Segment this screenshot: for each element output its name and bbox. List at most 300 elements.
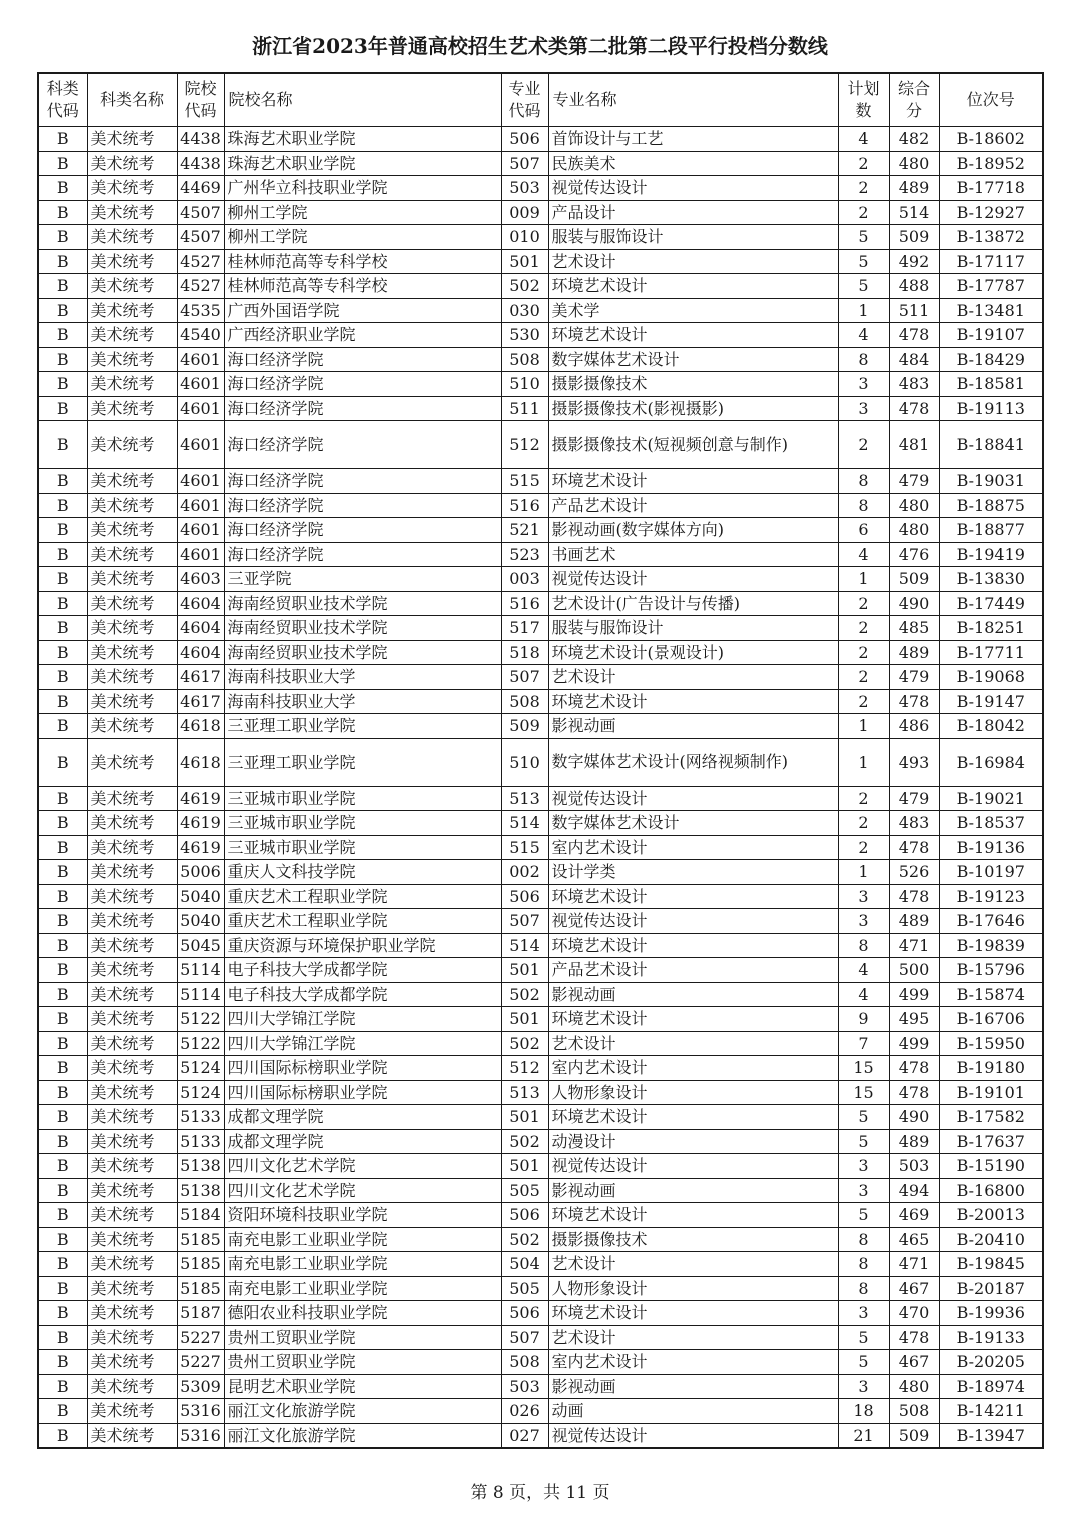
cell-rank: B-16706	[939, 1007, 1043, 1032]
table-row	[38, 933, 1043, 958]
cell-school-name: 南充电影工业职业学院	[224, 1276, 501, 1301]
table-row	[38, 1350, 1043, 1375]
table-row	[38, 396, 1043, 421]
cell-major-code: 523	[501, 542, 548, 567]
cell-school-code: 5040	[177, 909, 224, 934]
cell-category-code: B	[38, 176, 87, 201]
cell-major-code: 506	[501, 127, 548, 152]
cell-category-code: B	[38, 1227, 87, 1252]
cell-school-name: 广西经济职业学院	[224, 323, 501, 348]
cell-major-code: 508	[501, 347, 548, 372]
cell-category-name: 美术统考	[87, 811, 177, 836]
cell-major-code: 512	[501, 421, 548, 469]
table-row	[38, 1203, 1043, 1228]
table-row	[38, 542, 1043, 567]
cell-major-name: 影视动画	[548, 714, 838, 739]
cell-rank: B-17637	[939, 1129, 1043, 1154]
cell-school-code: 5124	[177, 1056, 224, 1081]
cell-school-name: 德阳农业科技职业学院	[224, 1301, 501, 1326]
cell-major-name: 摄影摄像技术(短视频创意与制作)	[548, 421, 838, 469]
cell-major-code: 515	[501, 469, 548, 494]
cell-score: 478	[889, 884, 939, 909]
cell-category-name: 美术统考	[87, 1203, 177, 1228]
table-row	[38, 493, 1043, 518]
cell-category-code: B	[38, 1325, 87, 1350]
cell-category-name: 美术统考	[87, 274, 177, 299]
cell-school-name: 南充电影工业职业学院	[224, 1252, 501, 1277]
cell-major-name: 摄影摄像技术(影视摄影)	[548, 396, 838, 421]
table-row	[38, 1301, 1043, 1326]
cell-category-name: 美术统考	[87, 127, 177, 152]
table-row	[38, 347, 1043, 372]
cell-category-name: 美术统考	[87, 298, 177, 323]
cell-major-code: 505	[501, 1276, 548, 1301]
table-row	[38, 1056, 1043, 1081]
cell-major-code: 509	[501, 714, 548, 739]
cell-category-code: B	[38, 200, 87, 225]
cell-school-name: 三亚理工职业学院	[224, 714, 501, 739]
cell-category-name: 美术统考	[87, 1374, 177, 1399]
cell-major-name: 艺术设计	[548, 249, 838, 274]
cell-score: 509	[889, 567, 939, 592]
cell-rank: B-19936	[939, 1301, 1043, 1326]
cell-school-name: 海南科技职业大学	[224, 665, 501, 690]
cell-major-code: 506	[501, 1301, 548, 1326]
cell-rank: B-15796	[939, 958, 1043, 983]
cell-plan-count: 5	[838, 274, 889, 299]
cell-major-code: 505	[501, 1178, 548, 1203]
cell-school-code: 4619	[177, 786, 224, 811]
cell-plan-count: 5	[838, 1203, 889, 1228]
cell-major-name: 环境艺术设计	[548, 274, 838, 299]
cell-category-name: 美术统考	[87, 1325, 177, 1350]
cell-category-code: B	[38, 1129, 87, 1154]
table-row	[38, 689, 1043, 714]
cell-school-name: 电子科技大学成都学院	[224, 958, 501, 983]
cell-plan-count: 8	[838, 1276, 889, 1301]
cell-rank: B-19147	[939, 689, 1043, 714]
table-row	[38, 323, 1043, 348]
cell-category-code: B	[38, 469, 87, 494]
table-row	[38, 909, 1043, 934]
cell-score: 480	[889, 1374, 939, 1399]
cell-category-name: 美术统考	[87, 372, 177, 397]
cell-school-code: 5006	[177, 860, 224, 885]
cell-school-code: 5045	[177, 933, 224, 958]
cell-plan-count: 5	[838, 249, 889, 274]
cell-major-name: 艺术设计	[548, 1325, 838, 1350]
cell-major-code: 502	[501, 982, 548, 1007]
cell-category-name: 美术统考	[87, 396, 177, 421]
cell-category-code: B	[38, 1031, 87, 1056]
table-row	[38, 421, 1043, 469]
cell-major-name: 产品艺术设计	[548, 958, 838, 983]
cell-major-code: 510	[501, 738, 548, 786]
cell-score: 478	[889, 1080, 939, 1105]
cell-plan-count: 8	[838, 1252, 889, 1277]
cell-category-code: B	[38, 151, 87, 176]
cell-rank: B-16800	[939, 1178, 1043, 1203]
cell-category-code: B	[38, 1301, 87, 1326]
cell-major-code: 507	[501, 151, 548, 176]
cell-score: 476	[889, 542, 939, 567]
cell-plan-count: 8	[838, 493, 889, 518]
cell-major-code: 027	[501, 1423, 548, 1448]
table-row	[38, 1080, 1043, 1105]
cell-school-name: 四川文化艺术学院	[224, 1178, 501, 1203]
cell-major-name: 影视动画(数字媒体方向)	[548, 518, 838, 543]
cell-category-code: B	[38, 1423, 87, 1448]
cell-major-name: 视觉传达设计	[548, 1154, 838, 1179]
cell-score: 478	[889, 1325, 939, 1350]
cell-school-code: 4619	[177, 835, 224, 860]
cell-major-code: 514	[501, 933, 548, 958]
cell-category-code: B	[38, 1374, 87, 1399]
cell-rank: B-18974	[939, 1374, 1043, 1399]
table-body	[38, 127, 1043, 1448]
cell-school-code: 4438	[177, 151, 224, 176]
cell-plan-count: 3	[838, 1301, 889, 1326]
cell-category-code: B	[38, 689, 87, 714]
cell-category-code: B	[38, 493, 87, 518]
cell-major-name: 室内艺术设计	[548, 1350, 838, 1375]
cell-major-name: 艺术设计	[548, 665, 838, 690]
cell-category-name: 美术统考	[87, 567, 177, 592]
cell-school-code: 5040	[177, 884, 224, 909]
cell-school-code: 4601	[177, 469, 224, 494]
cell-score: 467	[889, 1276, 939, 1301]
cell-category-code: B	[38, 835, 87, 860]
cell-rank: B-13872	[939, 225, 1043, 250]
cell-category-name: 美术统考	[87, 1301, 177, 1326]
cell-major-code: 502	[501, 274, 548, 299]
cell-school-name: 海口经济学院	[224, 396, 501, 421]
cell-plan-count: 5	[838, 1350, 889, 1375]
cell-plan-count: 2	[838, 665, 889, 690]
cell-category-name: 美术统考	[87, 347, 177, 372]
cell-school-name: 海口经济学院	[224, 542, 501, 567]
cell-major-code: 501	[501, 1154, 548, 1179]
table-row	[38, 665, 1043, 690]
cell-category-code: B	[38, 347, 87, 372]
cell-major-code: 501	[501, 958, 548, 983]
cell-score: 465	[889, 1227, 939, 1252]
table-row	[38, 1252, 1043, 1277]
cell-plan-count: 5	[838, 225, 889, 250]
cell-major-name: 数字媒体艺术设计(网络视频制作)	[548, 738, 838, 786]
cell-major-name: 环境艺术设计	[548, 884, 838, 909]
cell-rank: B-20205	[939, 1350, 1043, 1375]
table-row	[38, 469, 1043, 494]
cell-rank: B-18877	[939, 518, 1043, 543]
cell-school-code: 4604	[177, 616, 224, 641]
cell-school-code: 5309	[177, 1374, 224, 1399]
cell-score: 509	[889, 1423, 939, 1448]
cell-school-name: 昆明艺术职业学院	[224, 1374, 501, 1399]
cell-category-name: 美术统考	[87, 225, 177, 250]
cell-school-name: 海口经济学院	[224, 469, 501, 494]
cell-school-code: 4469	[177, 176, 224, 201]
cell-major-name: 视觉传达设计	[548, 1423, 838, 1448]
cell-plan-count: 5	[838, 1129, 889, 1154]
cell-plan-count: 4	[838, 323, 889, 348]
cell-category-code: B	[38, 249, 87, 274]
cell-rank: B-18581	[939, 372, 1043, 397]
cell-rank: B-18251	[939, 616, 1043, 641]
cell-school-name: 四川国际标榜职业学院	[224, 1080, 501, 1105]
cell-score: 479	[889, 786, 939, 811]
cell-score: 480	[889, 493, 939, 518]
cell-plan-count: 8	[838, 933, 889, 958]
cell-major-code: 512	[501, 1056, 548, 1081]
cell-category-name: 美术统考	[87, 1399, 177, 1424]
cell-school-code: 5187	[177, 1301, 224, 1326]
cell-school-name: 电子科技大学成都学院	[224, 982, 501, 1007]
cell-plan-count: 3	[838, 1374, 889, 1399]
cell-major-name: 艺术设计	[548, 1031, 838, 1056]
cell-score: 482	[889, 127, 939, 152]
table-row	[38, 1007, 1043, 1032]
cell-plan-count: 2	[838, 616, 889, 641]
cell-category-code: B	[38, 591, 87, 616]
cell-score: 480	[889, 151, 939, 176]
cell-school-code: 4619	[177, 811, 224, 836]
cell-school-name: 丽江文化旅游学院	[224, 1399, 501, 1424]
cell-category-code: B	[38, 298, 87, 323]
cell-plan-count: 8	[838, 469, 889, 494]
cell-plan-count: 2	[838, 835, 889, 860]
cell-major-name: 服装与服饰设计	[548, 616, 838, 641]
cell-rank: B-15190	[939, 1154, 1043, 1179]
cell-score: 495	[889, 1007, 939, 1032]
cell-score: 478	[889, 689, 939, 714]
cell-score: 488	[889, 274, 939, 299]
table-row	[38, 786, 1043, 811]
cell-rank: B-17117	[939, 249, 1043, 274]
cell-major-name: 产品艺术设计	[548, 493, 838, 518]
cell-rank: B-15874	[939, 982, 1043, 1007]
cell-category-name: 美术统考	[87, 616, 177, 641]
cell-major-name: 环境艺术设计	[548, 933, 838, 958]
cell-major-name: 数字媒体艺术设计	[548, 811, 838, 836]
cell-category-name: 美术统考	[87, 786, 177, 811]
cell-category-name: 美术统考	[87, 1056, 177, 1081]
cell-school-name: 丽江文化旅游学院	[224, 1423, 501, 1448]
cell-category-code: B	[38, 1105, 87, 1130]
table-row	[38, 1374, 1043, 1399]
cell-major-name: 室内艺术设计	[548, 835, 838, 860]
cell-plan-count: 2	[838, 689, 889, 714]
cell-major-name: 环境艺术设计	[548, 1203, 838, 1228]
cell-plan-count: 1	[838, 738, 889, 786]
cell-score: 478	[889, 835, 939, 860]
table-row	[38, 225, 1043, 250]
cell-category-code: B	[38, 1350, 87, 1375]
cell-category-code: B	[38, 372, 87, 397]
cell-score: 489	[889, 1129, 939, 1154]
cell-plan-count: 18	[838, 1399, 889, 1424]
cell-score: 492	[889, 249, 939, 274]
cell-category-name: 美术统考	[87, 249, 177, 274]
cell-major-code: 516	[501, 493, 548, 518]
cell-school-code: 4618	[177, 738, 224, 786]
cell-score: 514	[889, 200, 939, 225]
cell-plan-count: 8	[838, 1227, 889, 1252]
cell-school-code: 4601	[177, 347, 224, 372]
table-row	[38, 274, 1043, 299]
cell-score: 478	[889, 323, 939, 348]
cell-major-code: 513	[501, 1080, 548, 1105]
table-row	[38, 1105, 1043, 1130]
cell-major-name: 环境艺术设计	[548, 1105, 838, 1130]
cell-major-name: 数字媒体艺术设计	[548, 347, 838, 372]
cell-plan-count: 4	[838, 958, 889, 983]
header-major-name: 专业名称	[548, 73, 838, 127]
cell-school-code: 4618	[177, 714, 224, 739]
cell-rank: B-19068	[939, 665, 1043, 690]
cell-school-name: 重庆艺术工程职业学院	[224, 909, 501, 934]
cell-category-name: 美术统考	[87, 176, 177, 201]
cell-school-code: 4527	[177, 249, 224, 274]
cell-category-code: B	[38, 884, 87, 909]
cell-major-code: 502	[501, 1031, 548, 1056]
table-row	[38, 884, 1043, 909]
cell-category-name: 美术统考	[87, 591, 177, 616]
cell-major-code: 026	[501, 1399, 548, 1424]
cell-major-name: 书画艺术	[548, 542, 838, 567]
table-row	[38, 176, 1043, 201]
cell-rank: B-19133	[939, 1325, 1043, 1350]
cell-school-code: 4438	[177, 127, 224, 152]
cell-score: 484	[889, 347, 939, 372]
cell-rank: B-17646	[939, 909, 1043, 934]
cell-school-name: 重庆人文科技学院	[224, 860, 501, 885]
cell-rank: B-18537	[939, 811, 1043, 836]
cell-school-name: 四川文化艺术学院	[224, 1154, 501, 1179]
cell-category-code: B	[38, 1080, 87, 1105]
cell-plan-count: 7	[838, 1031, 889, 1056]
cell-category-code: B	[38, 909, 87, 934]
cell-score: 489	[889, 176, 939, 201]
cell-category-code: B	[38, 1252, 87, 1277]
cell-school-code: 4507	[177, 225, 224, 250]
cell-rank: B-19839	[939, 933, 1043, 958]
cell-school-name: 桂林师范高等专科学校	[224, 274, 501, 299]
cell-score: 470	[889, 1301, 939, 1326]
cell-score: 481	[889, 421, 939, 469]
cell-category-name: 美术统考	[87, 323, 177, 348]
cell-major-code: 010	[501, 225, 548, 250]
cell-plan-count: 21	[838, 1423, 889, 1448]
cell-plan-count: 2	[838, 640, 889, 665]
cell-category-name: 美术统考	[87, 200, 177, 225]
cell-major-name: 艺术设计(广告设计与传播)	[548, 591, 838, 616]
cell-category-code: B	[38, 127, 87, 152]
table-row	[38, 1154, 1043, 1179]
cell-category-name: 美术统考	[87, 469, 177, 494]
cell-plan-count: 2	[838, 421, 889, 469]
cell-rank: B-18429	[939, 347, 1043, 372]
cell-major-code: 030	[501, 298, 548, 323]
cell-school-code: 4617	[177, 689, 224, 714]
table-row	[38, 1031, 1043, 1056]
cell-score: 526	[889, 860, 939, 885]
table-row	[38, 518, 1043, 543]
cell-plan-count: 1	[838, 567, 889, 592]
cell-school-name: 海南经贸职业技术学院	[224, 616, 501, 641]
cell-category-code: B	[38, 396, 87, 421]
table-row	[38, 1423, 1043, 1448]
cell-rank: B-15950	[939, 1031, 1043, 1056]
cell-school-code: 5114	[177, 958, 224, 983]
cell-score: 500	[889, 958, 939, 983]
cell-major-code: 501	[501, 1007, 548, 1032]
table-row	[38, 860, 1043, 885]
cell-school-name: 海口经济学院	[224, 372, 501, 397]
cell-rank: B-18602	[939, 127, 1043, 152]
table-row	[38, 835, 1043, 860]
cell-school-name: 南充电影工业职业学院	[224, 1227, 501, 1252]
cell-rank: B-18875	[939, 493, 1043, 518]
cell-score: 503	[889, 1154, 939, 1179]
cell-school-name: 广州华立科技职业学院	[224, 176, 501, 201]
cell-category-code: B	[38, 811, 87, 836]
cell-major-name: 视觉传达设计	[548, 567, 838, 592]
cell-category-name: 美术统考	[87, 1080, 177, 1105]
cell-school-code: 5227	[177, 1325, 224, 1350]
cell-major-code: 506	[501, 884, 548, 909]
cell-rank: B-19136	[939, 835, 1043, 860]
cell-category-code: B	[38, 958, 87, 983]
cell-rank: B-20013	[939, 1203, 1043, 1228]
cell-school-code: 5227	[177, 1350, 224, 1375]
table-row	[38, 1129, 1043, 1154]
cell-rank: B-19845	[939, 1252, 1043, 1277]
header-school-name: 院校名称	[224, 73, 501, 127]
cell-major-name: 影视动画	[548, 1178, 838, 1203]
cell-category-name: 美术统考	[87, 933, 177, 958]
cell-major-name: 视觉传达设计	[548, 176, 838, 201]
cell-major-code: 507	[501, 665, 548, 690]
cell-plan-count: 4	[838, 542, 889, 567]
cell-category-code: B	[38, 274, 87, 299]
cell-score: 509	[889, 225, 939, 250]
cell-school-name: 柳州工学院	[224, 200, 501, 225]
cell-score: 479	[889, 665, 939, 690]
cell-major-name: 首饰设计与工艺	[548, 127, 838, 152]
cell-category-code: B	[38, 567, 87, 592]
table-row	[38, 298, 1043, 323]
cell-school-name: 海南经贸职业技术学院	[224, 640, 501, 665]
cell-score: 489	[889, 909, 939, 934]
cell-plan-count: 8	[838, 347, 889, 372]
cell-major-code: 501	[501, 1105, 548, 1130]
cell-category-name: 美术统考	[87, 518, 177, 543]
cell-school-code: 4604	[177, 591, 224, 616]
cell-score: 483	[889, 372, 939, 397]
cell-category-name: 美术统考	[87, 542, 177, 567]
cell-rank: B-10197	[939, 860, 1043, 885]
cell-plan-count: 3	[838, 1178, 889, 1203]
cell-school-name: 桂林师范高等专科学校	[224, 249, 501, 274]
cell-school-name: 四川大学锦江学院	[224, 1031, 501, 1056]
cell-major-code: 508	[501, 1350, 548, 1375]
cell-category-code: B	[38, 738, 87, 786]
cell-plan-count: 2	[838, 591, 889, 616]
cell-school-name: 三亚学院	[224, 567, 501, 592]
cell-rank: B-18841	[939, 421, 1043, 469]
cell-plan-count: 1	[838, 298, 889, 323]
